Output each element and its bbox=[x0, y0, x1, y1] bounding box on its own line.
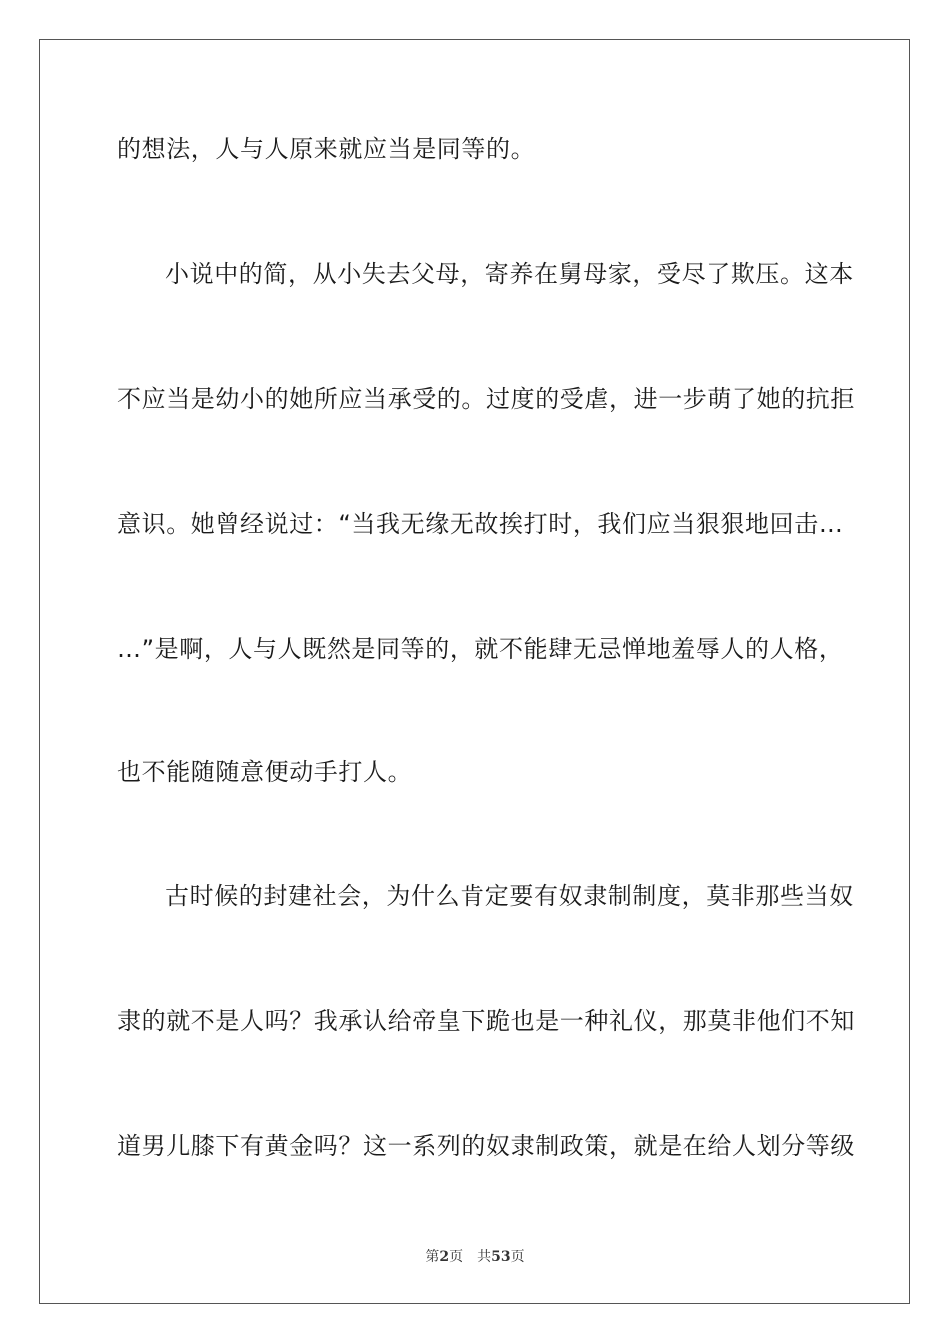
text-line-9: 道男儿膝下有黄金吗？这一系列的奴隶制政策，就是在给人划分等级 bbox=[117, 1132, 855, 1160]
text-line-7: 古时候的封建社会，为什么肯定要有奴隶制制度，莫非那些当奴 bbox=[165, 882, 854, 910]
total-suffix: 页 bbox=[510, 1249, 525, 1265]
total-pages: 53 bbox=[491, 1249, 511, 1265]
text-line-3: 不应当是幼小的她所应当承受的。过度的受虐，进一步萌了她的抗拒 bbox=[117, 385, 855, 413]
page-number: 2 bbox=[439, 1249, 450, 1265]
page-footer bbox=[0, 1246, 950, 1266]
text-line-6: 也不能随随意便动手打人。 bbox=[117, 758, 413, 786]
page-prefix: 第 bbox=[425, 1249, 440, 1265]
total-prefix: 共 bbox=[477, 1249, 492, 1265]
page-suffix: 页 bbox=[449, 1249, 464, 1265]
text-line-2: 小说中的简，从小失去父母，寄养在舅母家，受尽了欺压。这本 bbox=[165, 260, 854, 288]
text-line-1: 的想法，人与人原来就应当是同等的。 bbox=[117, 135, 536, 163]
page-border bbox=[39, 39, 910, 1304]
text-line-8: 隶的就不是人吗？我承认给帝皇下跪也是一种礼仪，那莫非他们不知 bbox=[117, 1007, 855, 1035]
text-line-4: 意识。她曾经说过：“当我无缘无故挨打时，我们应当狠狠地回击… bbox=[117, 510, 844, 538]
text-line-5: …”是啊，人与人既然是同等的，就不能肆无忌惮地羞辱人的人格， bbox=[117, 635, 844, 663]
